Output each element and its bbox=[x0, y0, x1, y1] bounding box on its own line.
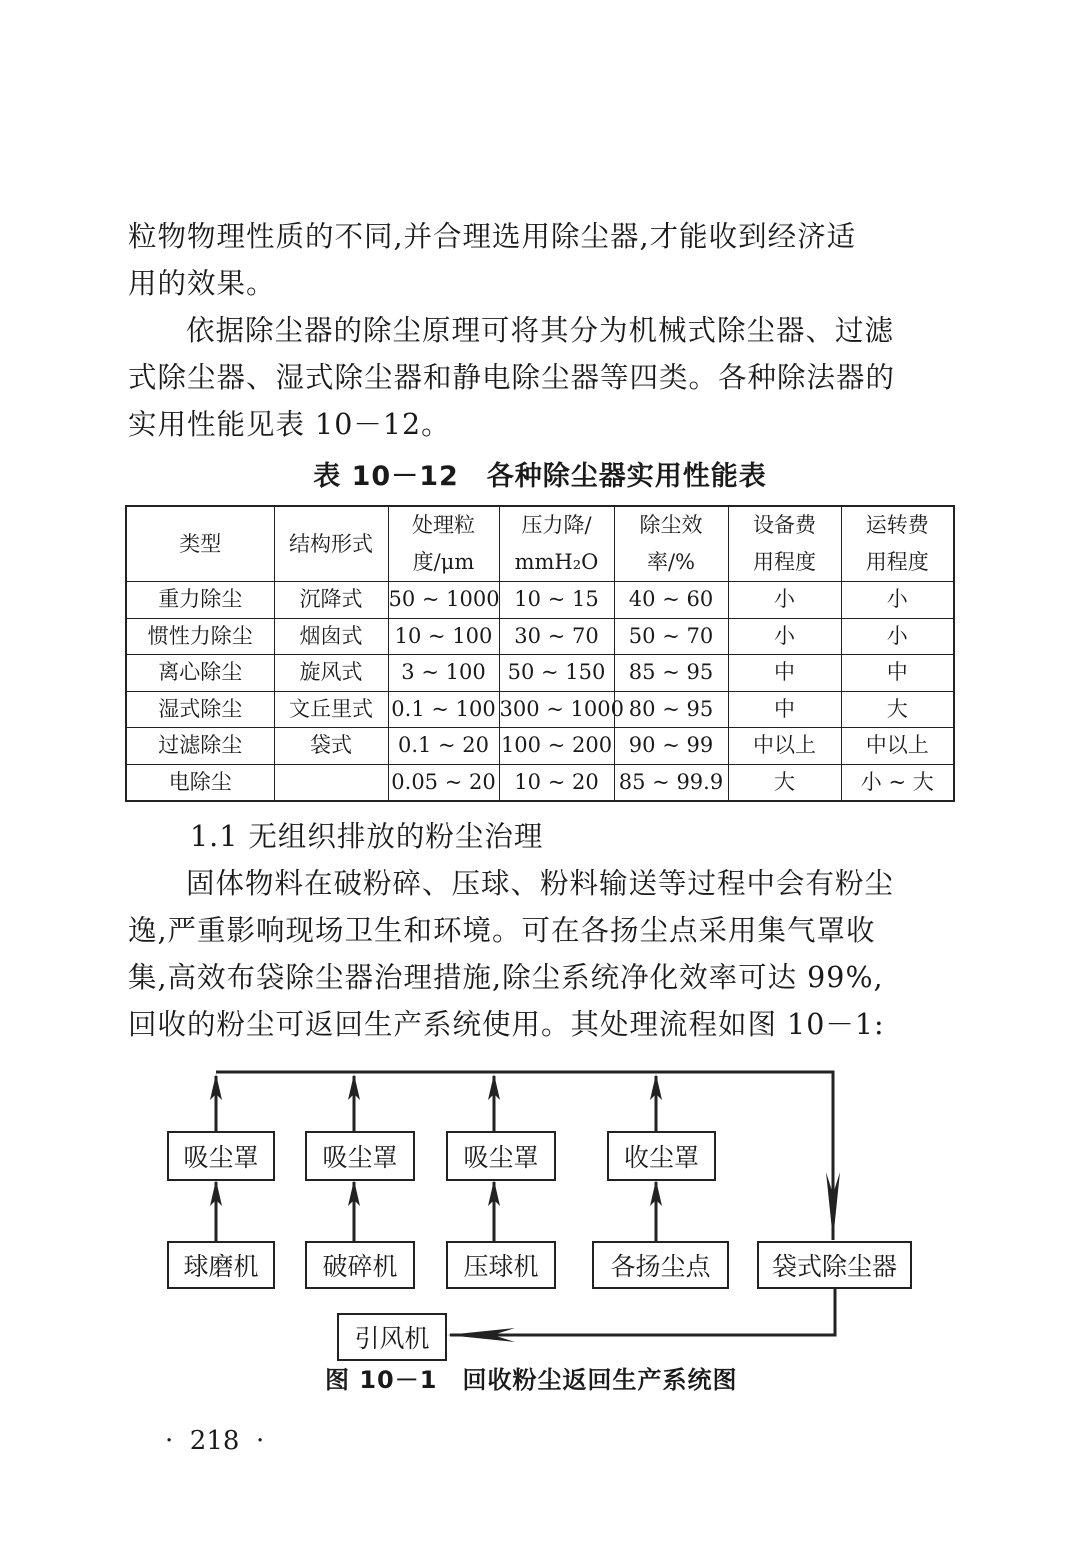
header-pressure-drop: 压力降/ bbox=[499, 506, 614, 544]
header-operating-cost-2: 用程度 bbox=[841, 544, 954, 582]
dust-points-box: 各扬尘点 bbox=[592, 1241, 729, 1289]
cell: 文丘里式 bbox=[274, 691, 388, 728]
cell: 袋式 bbox=[274, 728, 388, 765]
cell: 85 ~ 99.9 bbox=[614, 764, 728, 801]
text-line: 用的效果。 bbox=[128, 267, 276, 300]
text-line: 逸,严重影响现场卫生和环境。可在各扬尘点采用集气罩收 bbox=[128, 914, 876, 947]
header-type: 类型 bbox=[126, 506, 274, 582]
cell: 0.1 ~ 100 bbox=[388, 691, 499, 728]
cell: 30 ~ 70 bbox=[499, 618, 614, 655]
header-equipment-cost-2: 用程度 bbox=[728, 544, 841, 582]
cell: 10 ~ 15 bbox=[499, 582, 614, 619]
cell: 小 ~ 大 bbox=[841, 764, 954, 801]
cell: 10 ~ 20 bbox=[499, 764, 614, 801]
cell: 沉降式 bbox=[274, 582, 388, 619]
header-equipment-cost: 设备费 bbox=[728, 506, 841, 544]
cell: 0.05 ~ 20 bbox=[388, 764, 499, 801]
cell: 50 ~ 70 bbox=[614, 618, 728, 655]
cell: 10 ~ 100 bbox=[388, 618, 499, 655]
cell: 300 ~ 1000 bbox=[499, 691, 614, 728]
bag-filter-box: 袋式除尘器 bbox=[757, 1241, 912, 1289]
cell: 小 bbox=[841, 618, 954, 655]
cell: 大 bbox=[841, 691, 954, 728]
induced-draft-fan-box: 引风机 bbox=[337, 1313, 447, 1361]
cell: 旋风式 bbox=[274, 655, 388, 692]
figure-caption: 图 10－1 回收粉尘返回生产系统图 bbox=[325, 1366, 738, 1394]
crusher-box: 破碎机 bbox=[305, 1241, 415, 1289]
text-line: 实用性能见表 10－12。 bbox=[128, 408, 451, 441]
cell: 大 bbox=[728, 764, 841, 801]
text-line: 回收的粉尘可返回生产系统使用。其处理流程如图 10－1: bbox=[128, 1008, 885, 1041]
cell: 0.1 ~ 20 bbox=[388, 728, 499, 765]
cell: 小 bbox=[728, 582, 841, 619]
cell: 80 ~ 95 bbox=[614, 691, 728, 728]
text-line: 集,高效布袋除尘器治理措施,除尘系统净化效率可达 99%, bbox=[128, 961, 884, 994]
collection-hood-box: 收尘罩 bbox=[607, 1131, 716, 1181]
section-heading: 1.1 无组织排放的粉尘治理 bbox=[190, 820, 544, 853]
cell: 85 ~ 95 bbox=[614, 655, 728, 692]
cell: 过滤除尘 bbox=[126, 728, 274, 765]
cell: 40 ~ 60 bbox=[614, 582, 728, 619]
cell: 中以上 bbox=[841, 728, 954, 765]
cell: 中 bbox=[728, 691, 841, 728]
cell: 100 ~ 200 bbox=[499, 728, 614, 765]
cell: 惯性力除尘 bbox=[126, 618, 274, 655]
header-particle-size-unit: 度/μm bbox=[388, 544, 499, 582]
header-particle-size: 处理粒 bbox=[388, 506, 499, 544]
text-line: 式除尘器、湿式除尘器和静电除尘器等四类。各种除法器的 bbox=[128, 361, 896, 394]
hood-box-3: 吸尘罩 bbox=[446, 1131, 556, 1181]
hood-box-1: 吸尘罩 bbox=[167, 1131, 275, 1181]
header-structure: 结构形式 bbox=[274, 506, 388, 582]
cell: 50 ~ 150 bbox=[499, 655, 614, 692]
header-pressure-drop-unit: mmH₂O bbox=[499, 544, 614, 582]
text-line: 依据除尘器的除尘原理可将其分为机械式除尘器、过滤 bbox=[186, 314, 895, 347]
briquetting-machine-box: 压球机 bbox=[446, 1241, 556, 1289]
cell: 小 bbox=[728, 618, 841, 655]
table-title: 表 10－12 各种除尘器实用性能表 bbox=[313, 461, 767, 492]
text-line: 固体物料在破粉碎、压球、粉料输送等过程中会有粉尘 bbox=[186, 867, 895, 900]
cell: 3 ~ 100 bbox=[388, 655, 499, 692]
ball-mill-box: 球磨机 bbox=[167, 1241, 275, 1289]
cell: 湿式除尘 bbox=[126, 691, 274, 728]
cell: 重力除尘 bbox=[126, 582, 274, 619]
cell: 50 ~ 1000 bbox=[388, 582, 499, 619]
text-line: 粒物物理性质的不同,并合理选用除尘器,才能收到经济适 bbox=[128, 220, 857, 253]
cell: 电除尘 bbox=[126, 764, 274, 801]
cell: 小 bbox=[841, 582, 954, 619]
header-operating-cost: 运转费 bbox=[841, 506, 954, 544]
page-number: · 218 · bbox=[165, 1426, 265, 1456]
header-efficiency: 除尘效 bbox=[614, 506, 728, 544]
header-efficiency-unit: 率/% bbox=[614, 544, 728, 582]
cell: 90 ~ 99 bbox=[614, 728, 728, 765]
hood-box-2: 吸尘罩 bbox=[305, 1131, 415, 1181]
cell: 中以上 bbox=[728, 728, 841, 765]
cell: 中 bbox=[728, 655, 841, 692]
cell: 烟囱式 bbox=[274, 618, 388, 655]
cell: 离心除尘 bbox=[126, 655, 274, 692]
cell: 中 bbox=[841, 655, 954, 692]
